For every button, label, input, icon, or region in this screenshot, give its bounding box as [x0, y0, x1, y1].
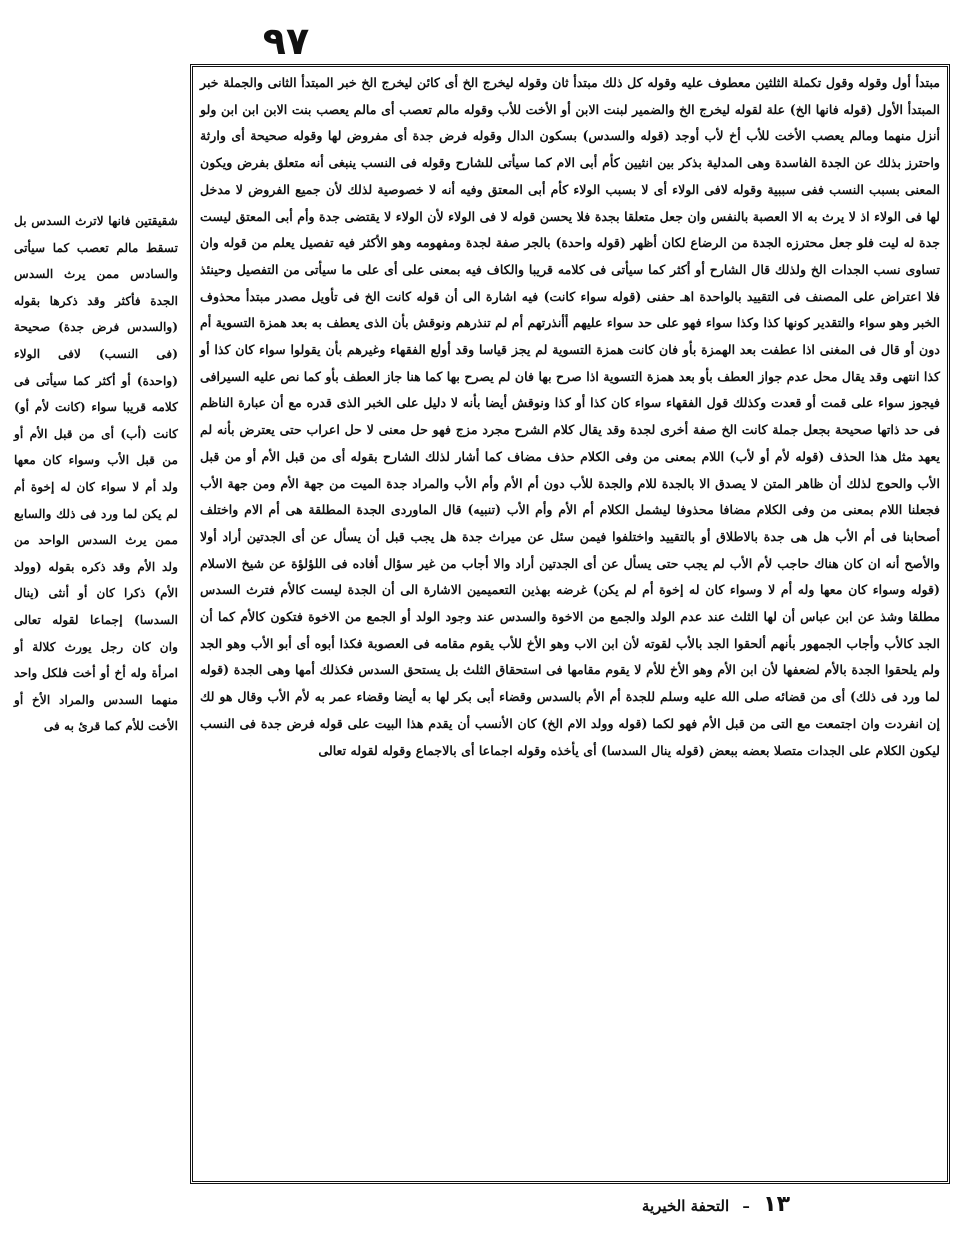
- page-footer: [590, 1192, 790, 1217]
- signature-number: ١٣: [763, 1192, 790, 1217]
- commentary-main-text: [200, 70, 940, 764]
- book-title: التحفة الخيرية: [641, 1197, 730, 1215]
- margin-commentary: [14, 208, 178, 740]
- margin-paragraph: شقيقتين فانها لاترث السدس بل تسقط مالم تعصب كما سيأتى والسادس ممن يرث السدس الجدة فأكثر وقد ذكرها بقوله (والسدس فرض جدة) صحيحة (فى النسب) لافى الولاء (واحدة) أو أكثر كما سيأتى فى كلامه قريبا سواء (كانت لأم أو) كانت (أب) أى من قبل الأم أو من قبل الأب وسواء كان معها ولد أم لا سواء كان له إخوة أم لم يكن لما ورد فى ذلك والسابع ممن يرث السدس الواحد من ولد الأم وقد ذكره بقوله (وولد الأم) ذكرا كان أو أنثى (ينال السدسا) إجماعا لقوله تعالى وان كان رجل يورث كلالة أو امرأة وله أخ أو أخت فلكل واحد منهما السدس والمراد الأخ أو الأخت للأم كما قرئ به فى: [14, 214, 178, 734]
- footer-dash: –: [742, 1197, 750, 1215]
- page-number: ٩٧: [262, 19, 310, 63]
- commentary-paragraph: مبتدأ أول وقوله وقول تكملة الثلثين معطوف عليه وقوله كل ذلك مبتدأ ثان وقوله ليخرج الخ أى كائن ليخرج الخ خبر المبتدأ الثانى والجملة خبر المبتدأ الأول (قوله فانها الخ) علة لقوله ليخرج الخ والضمير لبنت الابن أو الأخت للأب وقوله مالم تعصب أى مالم يعصب بنت الابن ابن ابن ولو أنزل منهما ومالم يعصب الأخت للأب أخ لأب أوجد (قوله والسدس) بسكون الدال وقوله فرض جدة أى مفروض لها وقوله صحيحة أى وارثة واحترز بذلك عن الجدة الفاسدة وهى المدلية بذكر بين انثيين كأم أبى الام كما سيأتى للشارح وقوله فى النسب ينبغى أنه متعلق بفرض ويكون المعنى بسبب النسب ففى سببية وقوله لافى الولاء أى لا بسبب الولاء كأم أبى المعتق وفيه أنه لا خصوصية لذلك لأن جميع الفروض لا مدخل لها فى الولاء اذ لا يرث به الا العصبة بالنفس وان جعل متعلقا بجدة فلا يحسن قوله لا فى الولاء لأن الولاء لا يقتضى جدة وأم أبى المعتق ليست جدة له ليت فلو جعل محترزه الجدة من الرضاع لكان أظهر (قوله واحدة) بالجر صفة لجدة ومفهومه وهو الأكثر فيه تفصيل يعلم من قوله وان تساوى نسب الجدات الخ ولذلك قال الشارح أو أكثر كما سيأتى فى كلامه قريبا والكاف فيه بمعنى على أى على ما سيأتى من التفصيل وحينئذ فلا اعتراض على المصنف فى التقييد بالواحدة اهـ حفنى (قوله سواء كانت) فيه اشارة الى أن قوله كانت الخ فى تأويل مصدر مبتدأ محذوف الخبر وهو سواء والتقدير كونها كذا وكذا سواء فهو على حد سواء عليهم أأنذرتهم أم لم تنذرهم ونوقش بأن الذى يعطف به بعد همزة التسوية أم دون أو قال فى المغنى اذا عطفت بعد الهمزة بأو فان كانت همزة التسوية لم يجز قياسا وقد أولع الفقهاء وغيرهم بأن يقولوا سواء كان كذا أو كذا انتهى وقد يقال محل عدم جواز العطف بأو بعد همزة التسوية اذا صرح بها فان لم يصرح بها كما هنا جاز العطف بأو كما نص عليه السيرافى فيجوز سواء على قمت أو قعدت وكذلك قول الفقهاء سواء كان كذا أو كذا ونوقش أيضا بأنه لا دليل على الخبر الذى قدره مع أن عبارة الناظم فى حد ذاتها صحيحة بجعل جملة كانت الخ صفة أخرى لجدة وقد يقال كلام الشرح مجرد مزج فهو حل معنى لا حل اعراب حتى يعترض بأنه لم يعهد مثل هذا الحذف (قوله لأم أو لأب) اللام بمعنى من وفى الكلام حذف مضاف كما أشار لذلك الشارح بقوله أى من قبل الأم أو من قبل الأب والحوج لذلك أن ظاهر المتن لا يصدق الا بالجدة للام والجدة للأب دون أم الأم وأم الأب والمراد جدة الميت من جهة الأم ومن جهة الأب فجعلنا اللام بمعنى من وفى الكلام مضافا محذوفا ليشمل الكلام أم الأم وأم الأب (تنبيه) قال الماوردى الجدة المطلقة هى أم الام واختلف أصحابنا فى أم الأب هل هى جدة بالاطلاق أو بالتقييد واختلفوا فيمن سئل عن ميراث جدة هل يجب قبل أن يسأل عن أى الجدتين أراد أولا والأصح أنه ان كان هناك حاجب لأم الأب لم يجب حتى يسأل عن أى الجدتين أراد والا أجاب من غير سؤال أفاده فى اللؤلؤة عن شيخ الاسلام (قوله وسواء كان معها وله أم لا وسواء كان له إخوة أم لم يكن) غرضه بهذين التعميمين الاشارة الى أن الجدة ليست كالأم فترث السدس مطلقا وشذ عن ابن عباس أن لها الثلث عند عدم الولد والجمع من الاخوة والسدس عند وجود الولد أو الجمع من الاخوة فتكون كالأم كما أن الجد كالأب وأجاب الجمهور بأنهم ألحقوا الجد بالأب لقوته لأن ابن الاب وهو الأخ للأب يقوم مقامه فى العصوبة فكذا أبوه أى أبو الأب وهو الجد ولم يلحقوا الجدة بالأم لضعفها لأن ابن الأم وهو الأخ للأم لا يقوم مقامها فى استحقاق الثلث بل يستحق السدس فكذلك أمها وهى الجدة (قوله لما ورد فى ذلك) أى من قضائه صلى الله عليه وسلم للجدة أم الأم بالسدس وقضاء أبى بكر لها به أيضا وقضاء عمر به لأم الأب وقال هو لك إن انفردت وان اجتمعت مع التى من قبل الأم فهو لكما (قوله وولد الام الخ) كان الأنسب أن يقدم هذا البيت على قوله فرض جدة فى النسب ليكون الكلام على الجدات متصلا بعضه ببعض (قوله ينال السدسا) أى يأخذه وقوله اجماعا أى بالاجماع وقوله لقوله تعالى: [200, 75, 940, 758]
